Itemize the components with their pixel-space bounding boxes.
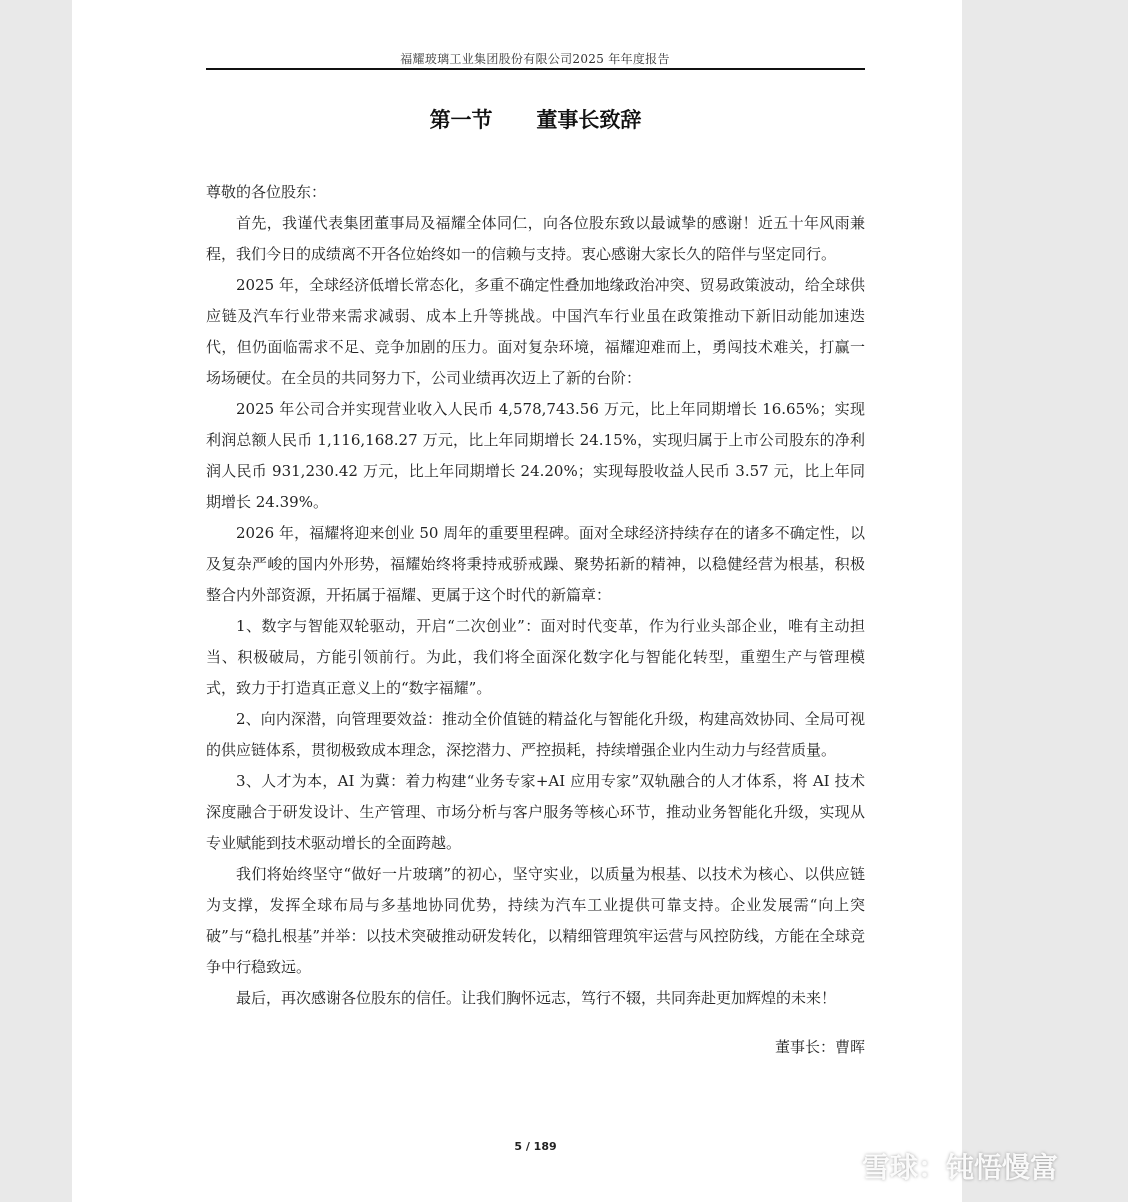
paragraph: 2026 年，福耀将迎来创业 50 周年的重要里程碑。面对全球经济持续存在的诸多不确定性，以及复杂严峻的国内外形势，福耀始终将秉持戒骄戒躁、聚势拓新的精神，以稳健经营为根基，积极整合内外部资源，开拓属于福耀、更属于这个时代的新篇章：	[206, 524, 865, 604]
snowball-logo-icon	[818, 1149, 854, 1183]
document-page	[72, 0, 962, 1202]
page-number: 5 / 189	[514, 1140, 557, 1153]
paragraph: 2025 年公司合并实现营业收入人民币 4,578,743.56 万元，比上年同期增长 16.65%；实现利润总额人民币 1,116,168.27 万元，比上年同期增长 24.15%，实现归属于上市公司股东的净利润人民币 931,230.42 万元，比上年同期增长 24.20%；实现每股收益人民币 3.57 元，比上年同期增长 24.39%。	[206, 400, 865, 511]
signature: 董事长：曹晖	[774, 1038, 865, 1056]
paragraph: 首先，我谨代表集团董事局及福耀全体同仁，向各位股东致以最诚挚的感谢！近五十年风雨兼程，我们今日的成绩离不开各位始终如一的信赖与支持。衷心感谢大家长久的陪伴与坚定同行。	[206, 214, 865, 263]
page-header: 福耀玻璃工业集团股份有限公司2025 年年度报告	[400, 52, 670, 66]
paragraph: 2、向内深潜，向管理要效益：推动全价值链的精益化与智能化升级，构建高效协同、全局可视的供应链体系，贯彻极致成本理念，深挖潜力、严控损耗，持续增强企业内生动力与经营质量。	[206, 710, 865, 759]
paragraph: 3、人才为本，AI 为冀：着力构建“业务专家+AI 应用专家”双轨融合的人才体系，将 AI 技术深度融合于研发设计、生产管理、市场分析与客户服务等核心环节，推动业务智能化升级，实现从专业赋能到技术驱动增长的全面跨越。	[206, 772, 865, 852]
salutation: 尊敬的各位股东：	[206, 183, 327, 201]
paragraph: 最后，再次感谢各位股东的信任。让我们胸怀远志，笃行不辍，共同奔赴更加辉煌的未来！	[236, 989, 837, 1007]
paragraph: 2025 年，全球经济低增长常态化，多重不确定性叠加地缘政治冲突、贸易政策波动，给全球供应链及汽车行业带来需求减弱、成本上升等挑战。中国汽车行业虽在政策推动下新旧动能加速迭代，但仍面临需求不足、竞争加剧的压力。面对复杂环境，福耀迎难而上，勇闯技术难关，打赢一场场硬仗。在全员的共同努力下，公司业绩再次迈上了新的台阶：	[206, 276, 865, 387]
section-title: 第一节 董事长致辞	[429, 108, 642, 132]
watermark-text: 雪球：钝悟慢富	[862, 1151, 1059, 1184]
watermark	[818, 1146, 1058, 1186]
header-divider	[206, 68, 865, 70]
letter-body	[206, 177, 865, 1014]
paragraph: 1、数字与智能双轮驱动，开启“二次创业”：面对时代变革，作为行业头部企业，唯有主动担当、积极破局，方能引领前行。为此，我们将全面深化数字化与智能化转型，重塑生产与管理模式，致力于打造真正意义上的“数字福耀”。	[206, 617, 865, 697]
paragraph: 我们将始终坚守“做好一片玻璃”的初心，坚守实业，以质量为根基、以技术为核心、以供应链为支撑，发挥全球布局与多基地协同优势，持续为汽车工业提供可靠支持。企业发展需“向上突破”与“稳扎根基”并举：以技术突破推动研发转化，以精细管理筑牢运营与风控防线，方能在全球竞争中行稳致远。	[206, 865, 865, 976]
